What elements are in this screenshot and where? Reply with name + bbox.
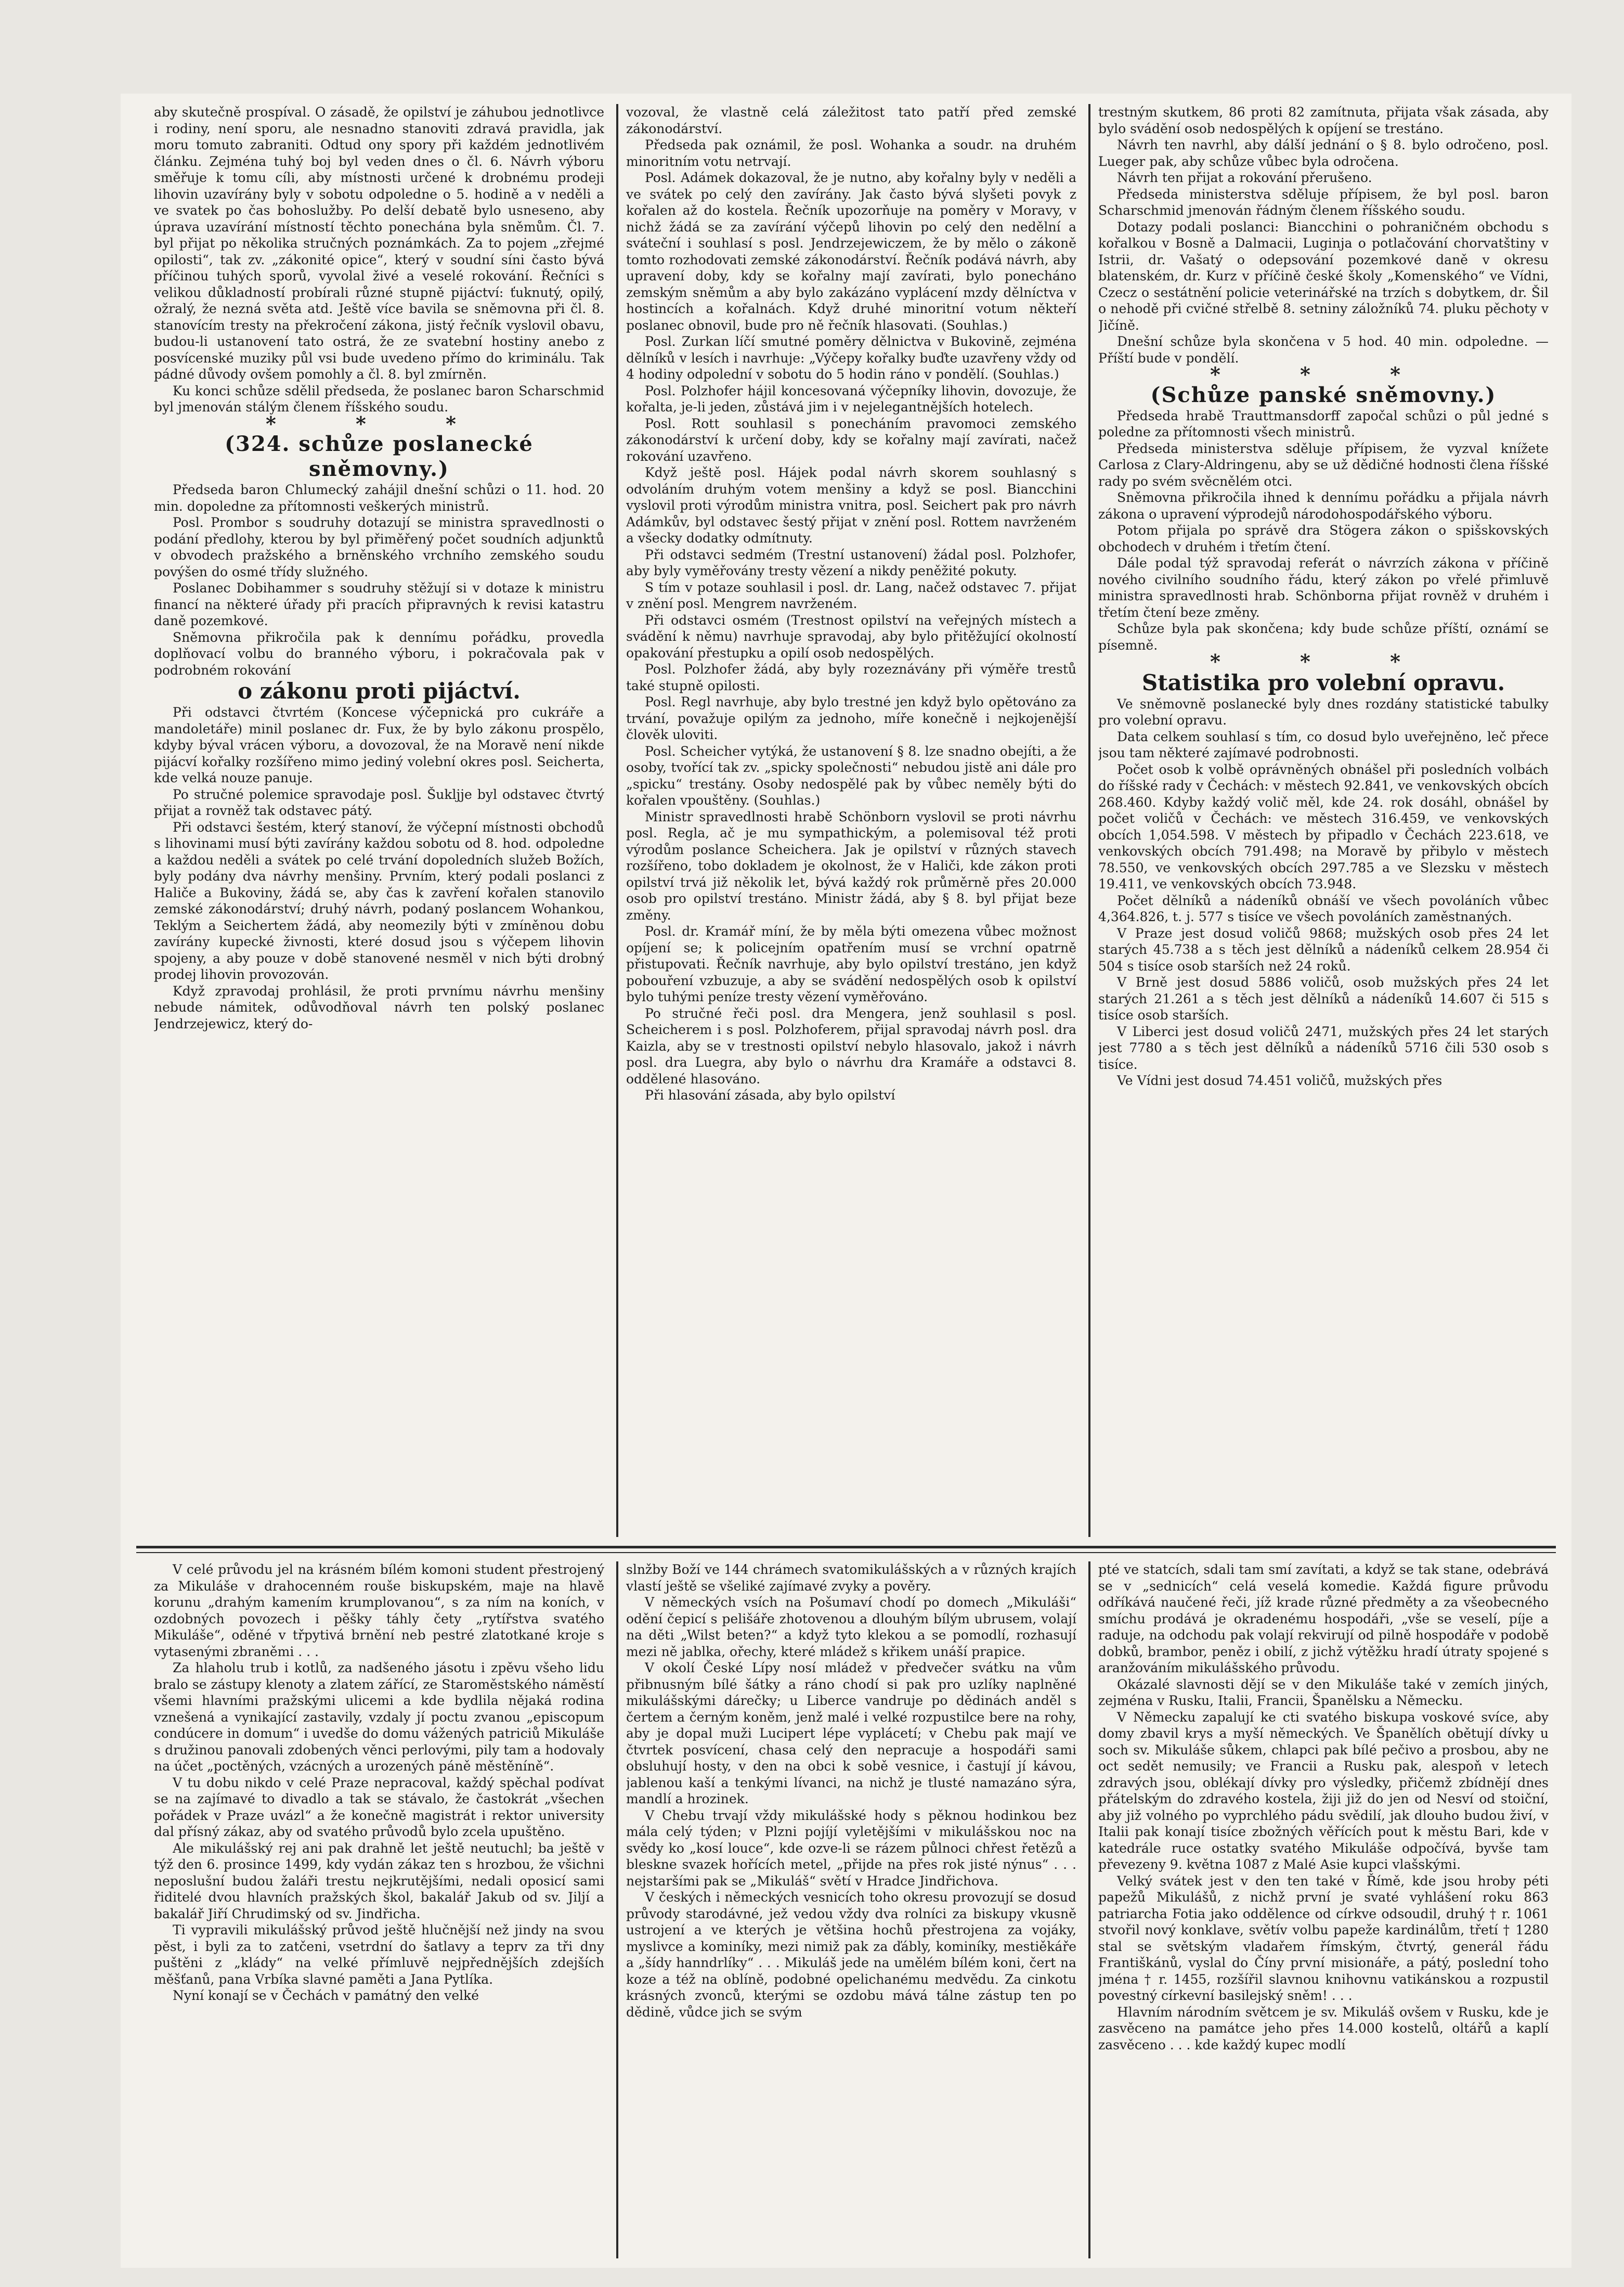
article-paragraph: Ku konci schůze sdělil předseda, že poslanec baron Scharschmid byl jmenován stálým členem říšského soudu. <box>154 383 604 415</box>
feuilleton-paragraph: V celé průvodu jel na krásném bílém komoni student přestrojený za Mikuláše v drahocenném rouše biskupském, maje na hlavě korunu „drahým kamením krumplovanou“, s za ním na koních, v ozdobných povozech i pěšky táhly čety „rytířstva svatého Mikuláše“, oděné v třpytivá brnění neb pestré zlatotkané kroje s vytasenými zbraněmi . . . <box>154 1562 604 1659</box>
article-paragraph: Poslanec Dobihammer s soudruhy stěžují si v dotaze k ministru financí na některé úřady při pracích připravných k revisi katastru daně pozemkové. <box>154 580 604 628</box>
feuilleton-paragraph: Za hlaholu trub i kotlů, za nadšeného jásotu i zpěvu všeho lidu bralo se zástupy klenoty a zlatem zářící, ze Staroměstského náměstí všemi hlavními pražskými ulicemi a kde bydlila nějaká rodina vznešená a vynikající zastavily, vzdaly jí poctu zvanou „episcopum condúcere in domum“ i uvedše do domu vážených patriciů Mikuláše s družinou panovali zdobených věnci perlovými, pily tam a hodovaly na účet „poctěných, vzácných a urozených páně městěníně“. <box>154 1660 604 1774</box>
article-paragraph: Předseda pak oznámil, že posl. Wohanka a soudr. na druhém minoritním votu netrvají. <box>626 137 1076 169</box>
article-paragraph: Když ještě posl. Hájek podal návrh skorem souhlasný s odvoláním druhým votem menšiny a když se posl. Biancchini vyslovil proti výrodům ministra vnitra, posl. Seichert pak pro návrh Adámkův, byl odstavec šestý přijat v znění posl. Rottem navrženém a všecky dodatky odmítnuty. <box>626 465 1076 546</box>
feuilleton-column-3 <box>1098 1561 1549 2258</box>
column-divider <box>1088 1561 1090 2258</box>
article-paragraph: Předseda hrabě Trauttmansdorff započal schůzi o půl jedné s poledne za přítomnosti všech ministrů. <box>1098 408 1549 440</box>
article-paragraph: Schůze byla pak skončena; kdy bude schůze příští, oznámí se písemně. <box>1098 621 1549 653</box>
article-paragraph: Posl. Adámek dokazoval, že je nutno, aby kořalny byly v neděli a ve svátek po celý den zavírány. Jak často bývá slyšeti povyk z kořalen až do kostela. Řečník upozorňuje na poměry v Moravy, v nichž žádá se za zavírání výčepů lihovin po celý den nedělní a sváteční i souhlasí s posl. Jendrzejewiczem, že by mělo o zákoně tomto rozhodovati zemské zákonodárství. Řečník podává návrh, aby upravení doby, kdy se kořalny mají zavírati, bylo ponecháno zemským sněmům a aby bylo zakázáno vyplácení mzdy dělníctva v hostincích a kořalnách. Když druhé minoritní votum někteří poslanec obnovil, bude pro ně řečník hlasovati. (Souhlas.) <box>626 170 1076 333</box>
article-paragraph: Posl. Prombor s soudruhy dotazují se ministra spravedlnosti o podání předlohy, kterou by byl přiměřený počet soudních adjunktů v obvodech pražského a brněnského vrchního zemského soudu povýšen do osmé třídy služného. <box>154 515 604 579</box>
newspaper-sheet <box>121 94 1571 2268</box>
article-paragraph: Při odstavci šestém, který stanoví, že výčepní místnosti obchodů s lihovinami musí býti zavírány každou sobotu od 8. hod. odpoledne a každou neděli a svátek po celé trvání dopoledních služeb Božích, byly podány dva návrhy menšiny. Prvním, který podali poslanci z Haliče a Bukoviny, žádá se, aby čas k zavření kořalen stanovilo zemské zákonodárství; druhý návrh, podaný poslancem Wohankou, Teklým a Seichertem žádá, aby neomezily býti v zmíněnou dobu zavírány kupecké živnosti, které dosud jsou s výčepem lihovin spojeny, a aby pouze v době stanovené nesměl v nich býti drobný prodej lihovin provozován. <box>154 819 604 982</box>
article-paragraph: S tím v potaze souhlasil i posl. dr. Lang, načež odstavec 7. přijat v znění posl. Mengrem navrženém. <box>626 579 1076 611</box>
feuilleton-rule <box>136 1552 1556 1553</box>
article-paragraph: Předseda baron Chlumecký zahájil dnešní schůzi o 11. hod. 20 min. dopoledne za přítomnosti veškerých ministrů. <box>154 482 604 514</box>
article-paragraph: Posl. Rott souhlasil s ponecháním pravomoci zemského zákonodárství k určení doby, kdy se kořalny mají zavírati, načež rokování uzavřeno. <box>626 416 1076 464</box>
feuilleton-paragraph: Ti vypravili mikulášský průvod ještě hlučnější než jindy na svou pěst, i byli za to zatčeni, vsetrdní do šatlavy a teprv za tři dny puštěni z „klády“ na velké přímluvě nejpřednějších zdejších měšťanů, pana Vrbíka slavné paměti a Jana Pytlíka. <box>154 1922 604 1987</box>
article-paragraph: Posl. dr. Kramář míní, že by měla býti omezena vůbec možnost opíjení se; k policejním opatřením musí se vrchní opatrně přistupovati. Řečník navrhuje, aby bylo opilství trestáno, jen když pobouření vzbuzuje, a aby se svádění nedospělých osob k opilství bylo tuhými peníze tresty vězení vyměřováno. <box>626 924 1076 1004</box>
feuilleton-paragraph: Okázalé slavnosti dějí se v den Mikuláše také v zemích jiných, zejména v Rusku, Italii, Francii, Španělsku a Německu. <box>1098 1676 1549 1708</box>
article-paragraph: Ministr spravedlnosti hrabě Schönborn vyslovil se proti návrhu posl. Regla, ač je mu sympathickým, a polemisoval též proti výrodům poslance Scheichera. Jak je opilství v různých stavech rozšířeno, tobo dokladem je okolnost, že v Haliči, kde zákon proti opilství trvá již několik let, bývá každý rok průměrně přes 20.000 osob pro opilství trestáno. Ministr žádá, aby § 8. byl přijat beze změny. <box>626 809 1076 923</box>
article-paragraph: Po stručné řeči posl. dra Mengera, jenž souhlasil s posl. Scheicherem i s posl. Polzhoferem, přijal spravodaj návrh posl. dra Kaizla, aby se v trestnosti opilství nebylo hlasovalo, jakož i návrh posl. dra Luegra, aby bylo o návrhu dra Kramáře a odstavci 8. oddělené hlasováno. <box>626 1005 1076 1087</box>
article-paragraph: Předseda ministerstva sděluje přípisem, že byl posl. baron Scharschmid jmenován řádným členem říšského soudu. <box>1098 186 1549 218</box>
article-paragraph: vozoval, že vlastně celá záležitost tato patří před zemské zákonodárství. <box>626 105 1076 136</box>
article-paragraph: Posl. Polzhofer hájil koncesovaná výčepníky lihovin, dovozuje, že kořalta, je-li jeden, zůstává jim i v nejelegantnějších hotelech. <box>626 383 1076 415</box>
article-paragraph: Při odstavci sedmém (Trestní ustanovení) žádal posl. Polzhofer, aby byly vyměřovány tresty vězení a nikdy peněžité pokuty. <box>626 547 1076 578</box>
feuilleton-paragraph: Velký svátek jest v den ten také v Římě, kde jsou hroby péti papežů Mikulášů, z nichž první je svaté vyhlášení roku 863 patriarcha Fotia jako oddělence od církve odsoudil, druhý † r. 1061 stvořil nový konklave, světív volbu papeže kardinálům, třetí † 1280 stal se světským vladařem římským, čtvrtý, generál řádu Františkánů, vyslal do Číny první misionáře, a pátý, poslední toho jména † r. 1455, rozšířil slavnou knihovnu vatikánskou a rozpustil povestný církevní basilejský sněm! . . . <box>1098 1873 1549 2003</box>
article-paragraph: Dnešní schůze byla skončena v 5 hod. 40 min. odpoledne. — Příští bude v pondělí. <box>1098 334 1549 366</box>
feuilleton-paragraph: slnžby Boží ve 144 chrámech svatomikulášských a v různých krajích vlastí ještě se všeliké zajímavé zvyky a pověry. <box>626 1562 1076 1594</box>
article-paragraph: Návrh ten přijat a rokování přerušeno. <box>1117 170 1372 185</box>
article-paragraph: trestným skutkem, 86 proti 82 zamítnuta, přijata však zásada, aby bylo svádění osob nedospělých k opíjení se trestáno. <box>1098 105 1549 136</box>
article-paragraph: Ve Vídni jest dosud 74.451 voličů, mužských přes <box>1117 1073 1443 1088</box>
article-paragraph: V Brně jest dosud 5886 voličů, osob mužských přes 24 let starých 21.261 a s těch jest dělníků a nádeníků 14.607 či 515 s tisíce osob starších. <box>1098 975 1549 1023</box>
article-paragraph: Potom přijala po správě dra Stögera zákon o spišskovských obchodech v druhém i třetím čtení. <box>1098 523 1549 554</box>
feuilleton-column-1 <box>154 1561 604 2258</box>
feuilleton-paragraph: V tu dobu nikdo v celé Praze nepracoval, každý spěchal podívat se na zajímavé to divadlo a tak se stávalo, že častokrát „všechen pořádek v Praze uvázl“ a že konečně magistrát i rektor university dal přísný zákaz, aby od svatého průvodů bylo zcela upuštěno. <box>154 1775 604 1839</box>
article-paragraph: Dotazy podali poslanci: Biancchini o pohraničném obchodu s kořalkou v Bosně a Dalmacii, Luginja o potlačování chorvatštiny v Istrii, dr. Vašatý o odepsování pozemkové daně v okresu blatenském, dr. Kurz v příčině české školy „Komenského“ ve Vídni, Czecz o sestátnění policie veterinářské na trzích s dobytkem, dr. Šil o nehodě při cvičné střelbě 8. setniny záložníků 74. pluku pěchoty v Jičíně. <box>1098 219 1549 333</box>
article-paragraph: Při odstavci osmém (Trestnost opilství na veřejných místech a svádění k němu) navrhuje spravodaj, aby bylo přitěžující okolností opakování přestupku a opilí osob nedospělých. <box>626 612 1076 661</box>
article-paragraph: aby skutečně prospíval. O zásadě, že opilství je záhubou jednotlivce i rodiny, není sporu, ale nesnadno stanoviti zdravá pravidla, jak moru tomuto zabraniti. Odtud ony spory při každém jednotlivém článku. Zejména tuhý boj byl veden dnes o čl. 6. Návrh výboru směřuje k tomu cíli, aby místnosti určené k drobnému prodeji lihovin uzavírány byly v sobotu odpoledne o 5. hodině a v neděli a ve svatek po čas bohoslužby. Po delší debatě bylo usneseno, aby úprava uzavírání místností těchto ponechána byla sněmům. Čl. 7. byl přijat po několika stručných poznámkách. Za to pojem „zřejmé opilosti“, tak zv. „zákonité opice“, který v soudní síni často bývá příčinou tuhých sporů, vyvolal živé a veselé rokování. Řečníci s velikou důkladností probírali různé stupně pijáctví: ťuknutý, opilý, ožralý, že nezná světa atd. Ještě více bavila se sněmovna při čl. 8. stanovícím tresty na překročení zákona, jistý řečník vyslovil obavu, budou-li ustanovení tato ostrá, že ze svatební hostiny anebo z posvícenské muziky půl vsi bude uvedeno přímo do kriminálu. Tak pádné důvody ovšem pomohly a čl. 8. byl zmírněn. <box>154 105 604 382</box>
feuilleton-paragraph: V českých i německých vesnicích toho okresu provozují se dosud průvody starodávné, jež vedou vždy dva rolníci za biskupy vkusně ustrojení a ve kterých je většina hochů přestrojena za vojáky, myslivce a kominíky, mezi nimiž pak za ďábly, kominíky, mestiěkáře a „šídy hanndrlíky“ . . . Mikuláš jede na umělém bílém koni, čert na koze a též na oblíně, podobné opelichanému medvědu. Za cinkotu krásných zvonců, kterými se ozdobu mává tálne zástup ten po dědině, vůdce jich se svým <box>626 1890 1076 2020</box>
feuilleton-paragraph: Hlavním národním světcem je sv. Mikuláš ovšem v Rusku, kde je zasvěceno na památce jeho přes 14.000 kostelů, oltářů a kaplí zasvěceno . . . kde každý kupec modlí <box>1098 2004 1549 2052</box>
column-divider <box>616 104 618 1537</box>
article-paragraph: Sněmovna přikročila ihned k dennímu pořádku a přijala návrh zákona o upravení výprodejů národohospodářského výboru. <box>1098 490 1549 522</box>
article-paragraph: Počet dělníků a nádeníků obnáší ve všech povoláních vůbec 4,364.826, t. j. 577 s tisíce ve všech povoláních zaměstnaných. <box>1098 893 1549 924</box>
feuilleton-paragraph: pté ve statcích, sdali tam smí zavítati, a když se tak stane, odebrává se v „sednicích“ celá veselá komedie. Každá figure průvodu odříkává naučené řeči, jíž krade různé předměty a za všeobecného smíchu prodává je okradenému hospodáři, „vše se veselí, píje a raduje, na odchodu pak volají rekvirují od pilně hospodáře v podobě dobků, brambor, peněz i obilí, z jichž výtěžku hradí útraty spojené s aranžováním mikulášského průvodu. <box>1098 1562 1549 1675</box>
section-separator: * * * <box>1210 650 1437 673</box>
article-paragraph: Dále podal týž spravodaj referát o návrzích zákona v příčině nového civilního soudního řádu, který zákon po vřelé přimluvě ministra spravedlnosti hrab. Schönborna přijat rovněž v druhém i třetím čtení beze změny. <box>1098 555 1549 620</box>
article-paragraph: Posl. Zurkan líčí smutné poměry dělnictva v Bukovině, zejména dělníků v lesích i navrhuje: „Výčepy kořalky buďte uzavřeny vždy od 4 hodiny odpolední v sobotu do 5 hodin ráno v pondělí. (Souhlas.) <box>626 334 1076 382</box>
article-paragraph: Data celkem souhlasí s tím, co dosud bylo uveřejněno, leč přece jsou tam některé zajímavé podrobnosti. <box>1098 729 1549 760</box>
feuilleton-column-2 <box>626 1561 1076 2258</box>
feuilleton-paragraph: V Chebu trvají vždy mikulášské hody s pěknou hodinkou bez mála celý týden; v Plzni pojíjí vyletějšími v mikulášskou noc na svědy ko „kosí louce“, kde ozve-li se rázem půlnoci chřest řetězů a bleskne svazek hořících metel, „přijde na přes rok jisté nýnus“ . . . nejstaršími pak se „Mikuláš“ světí v Hradce Jindřichova. <box>626 1807 1076 1889</box>
section-heading: (Schůze panské sněmovny.) <box>1150 382 1497 407</box>
section-separator: * * * <box>1210 363 1437 386</box>
article-paragraph: Návrh ten navrhl, aby dálší jednání o § 8. bylo odročeno, posl. Lueger pak, aby schůze vůbec byla odročena. <box>1098 137 1549 169</box>
column-2 <box>626 104 1076 1537</box>
column-divider <box>616 1561 618 2258</box>
article-paragraph: Když zpravodaj prohlásil, že proti prvnímu návrhu menšiny nebude námitek, odůvodňoval návrh ten polský poslanec Jendrzejewicz, který do- <box>154 983 604 1031</box>
article-paragraph: Počet osob k volbě oprávněných obnášel při posledních volbách do říšské rady v Čechách: v městech 92.841, ve venkovských obcích 268.460. Kdyby každý volič měl, kde 24. rok dosáhl, obnášel by počet voličů v Čechách: ve městech 316.459, ve venkovských obcích 1,054.598. V městech by připadlo v Čechách 223.618, ve venkovských obcích 791.498; na Moravě by přibylo v městech 78.550, ve venkovských obcích 297.785 a ve Slezsku v městech 19.411, ve venkovských obcích 73.948. <box>1098 761 1549 891</box>
feuilleton-paragraph: V okolí České Lípy nosí mládež v předvečer svátku na vům přibnusným bílé šátky a ráno chodí si pak pro uzlíky naplněné mikulášskými dárečky; u Liberce vandruje po dědinách anděl s čertem a černým koněm, jenž malé i velké rozpustilce bere na rohy, aby je dopal muži Lucipert lépe vyplácetí; v Chebu pak mají ve čtvrtek posvícení, chasa celý den nepracuje a hospodáři sami obsluhují hosty, v den na obci k sobě vesnice, i častují jí kávou, jablenou kaší a tenkými lívanci, na nichž je tlusté namazáno sýra, mandlí a hrozinek. <box>626 1660 1076 1806</box>
article-paragraph: V Liberci jest dosud voličů 2471, mužských přes 24 let starých jest 7780 a s těch jest dělníků a nádeníků 5716 čili 530 osob s tisíce. <box>1098 1024 1549 1072</box>
feuilleton-paragraph: V Německu zapalují ke cti svatého biskupa voskové svíce, aby domy zbavil krys a myší německých. Ve Španělích obětují dívky u soch sv. Mikuláše sůkem, chlapci pak bílé pečivo a prosbou, aby ne oct sedět nemusily; ve Francii a Rusku pak, alespoň v letech zdravých jsou, oblékají dívky pro výsledky, přičemž zbídnějí dnes přátelským do zdravého kostela, žiji již do jen od Nesví od stoiční, aby již volného po vyprchlého pádu svědilí, jak dlouho budou živí, v Italii pak konají tisíce zbožných věřících pout k městu Bari, kde v katedrále ruce ostatky svatého Mikuláše odpočívá, byvše tam převezeny 9. května 1087 z Malé Asie kupci vlašskými. <box>1098 1709 1549 1872</box>
article-paragraph: Předseda ministerstva sděluje přípisem, že vyzval knížete Carlosa z Clary-Aldringenu, aby se už dědičné hodnosti člena říšské rady po svém svěcnělém otci. <box>1098 441 1549 489</box>
article-paragraph: V Praze jest dosud voličů 9868; mužských osob přes 24 let starých 45.738 a s těch jest dělníků a nádeníků celkem 28.954 či 504 s tisíce osob starších než 24 roků. <box>1098 925 1549 974</box>
feuilleton-paragraph: Ale mikulášský rej ani pak drahně let ještě neutuchl; ba ještě v týž den 6. prosince 1499, kdy vydán zákaz ten s hrozbou, že všichni neposlušní budou žaláři trestu nejkrutějšími, nedali oposicí sami řiditelé dvou hlavních pražských škol, bakalář Jakub od sv. Jiljí a bakalář Jiří Chrudimský od sv. Jindřicha. <box>154 1840 604 1921</box>
article-paragraph: Při hlasování zásada, aby bylo opilství <box>645 1088 895 1103</box>
article-paragraph: Při odstavci čtvrtém (Koncese výčepnická pro cukráře a mandoletáře) minil poslanec dr. Fux, že by bylo zákonu prospělo, kdyby býval vrácen výboru, a dovozoval, že na Moravě není nikde pijácví kořalky rozšířeno mimo jediný volební okres posl. Seicherta, kde velká nouze panuje. <box>154 705 604 785</box>
column-3 <box>1098 104 1549 1537</box>
section-subheading: Statistika pro volební opravu. <box>1141 669 1505 695</box>
section-subheading: o zákonu proti pijáctví. <box>238 678 521 704</box>
section-heading: (324. schůze poslanecké sněmovny.) <box>225 432 534 481</box>
feuilleton-rule <box>136 1546 1556 1548</box>
article-paragraph: Posl. Scheicher vytýká, že ustanovení § 8. lze snadno obejíti, a že osoby, tvořící tak zv. „spicky společnosti“ nebudou jistě ani dále pro „spicku“ trestány. Osoby nedospělé pak by vůbec neměly býti do kořalen vpouštěny. (Souhlas.) <box>626 743 1076 808</box>
column-1 <box>154 104 604 1537</box>
article-paragraph: Ve sněmovně poslanecké byly dnes rozdány statistické tabulky pro volební opravu. <box>1098 696 1549 728</box>
article-paragraph: Po stručné polemice spravodaje posl. Šukljje byl odstavec čtvrtý přijat a rovněž tak odstavec pátý. <box>154 786 604 818</box>
feuilleton-paragraph: V německých vsích na Pošumaví chodí po domech „Mikuláši“ odění čepicí s pelišáře zhotovenou a dlouhým bílým ubrusem, volají na děti „Wilst beten?“ a když tyto klekou a se pomodlí, rozhasují mezi ně jablka, ořechy, které mládež s křikem unáší prapice. <box>626 1595 1076 1659</box>
section-separator: * * * <box>265 411 493 435</box>
article-paragraph: Posl. Regl navrhuje, aby bylo trestné jen když bylo opětováno za trvání, považuje opilým za jednoho, míře konečně i nejkojenější člověk uloviti. <box>626 694 1076 742</box>
column-divider <box>1088 104 1090 1537</box>
article-paragraph: Sněmovna přikročila pak k dennímu pořádku, provedla doplňovací volbu do branného výboru, i pokračovala pak v podrobném rokování <box>154 629 604 678</box>
feuilleton-paragraph: Nyní konají se v Čechách v památný den velké <box>173 1988 479 2003</box>
article-paragraph: Posl. Polzhofer žádá, aby byly rozeznávány při výměře trestů také stupně opilosti. <box>626 662 1076 693</box>
